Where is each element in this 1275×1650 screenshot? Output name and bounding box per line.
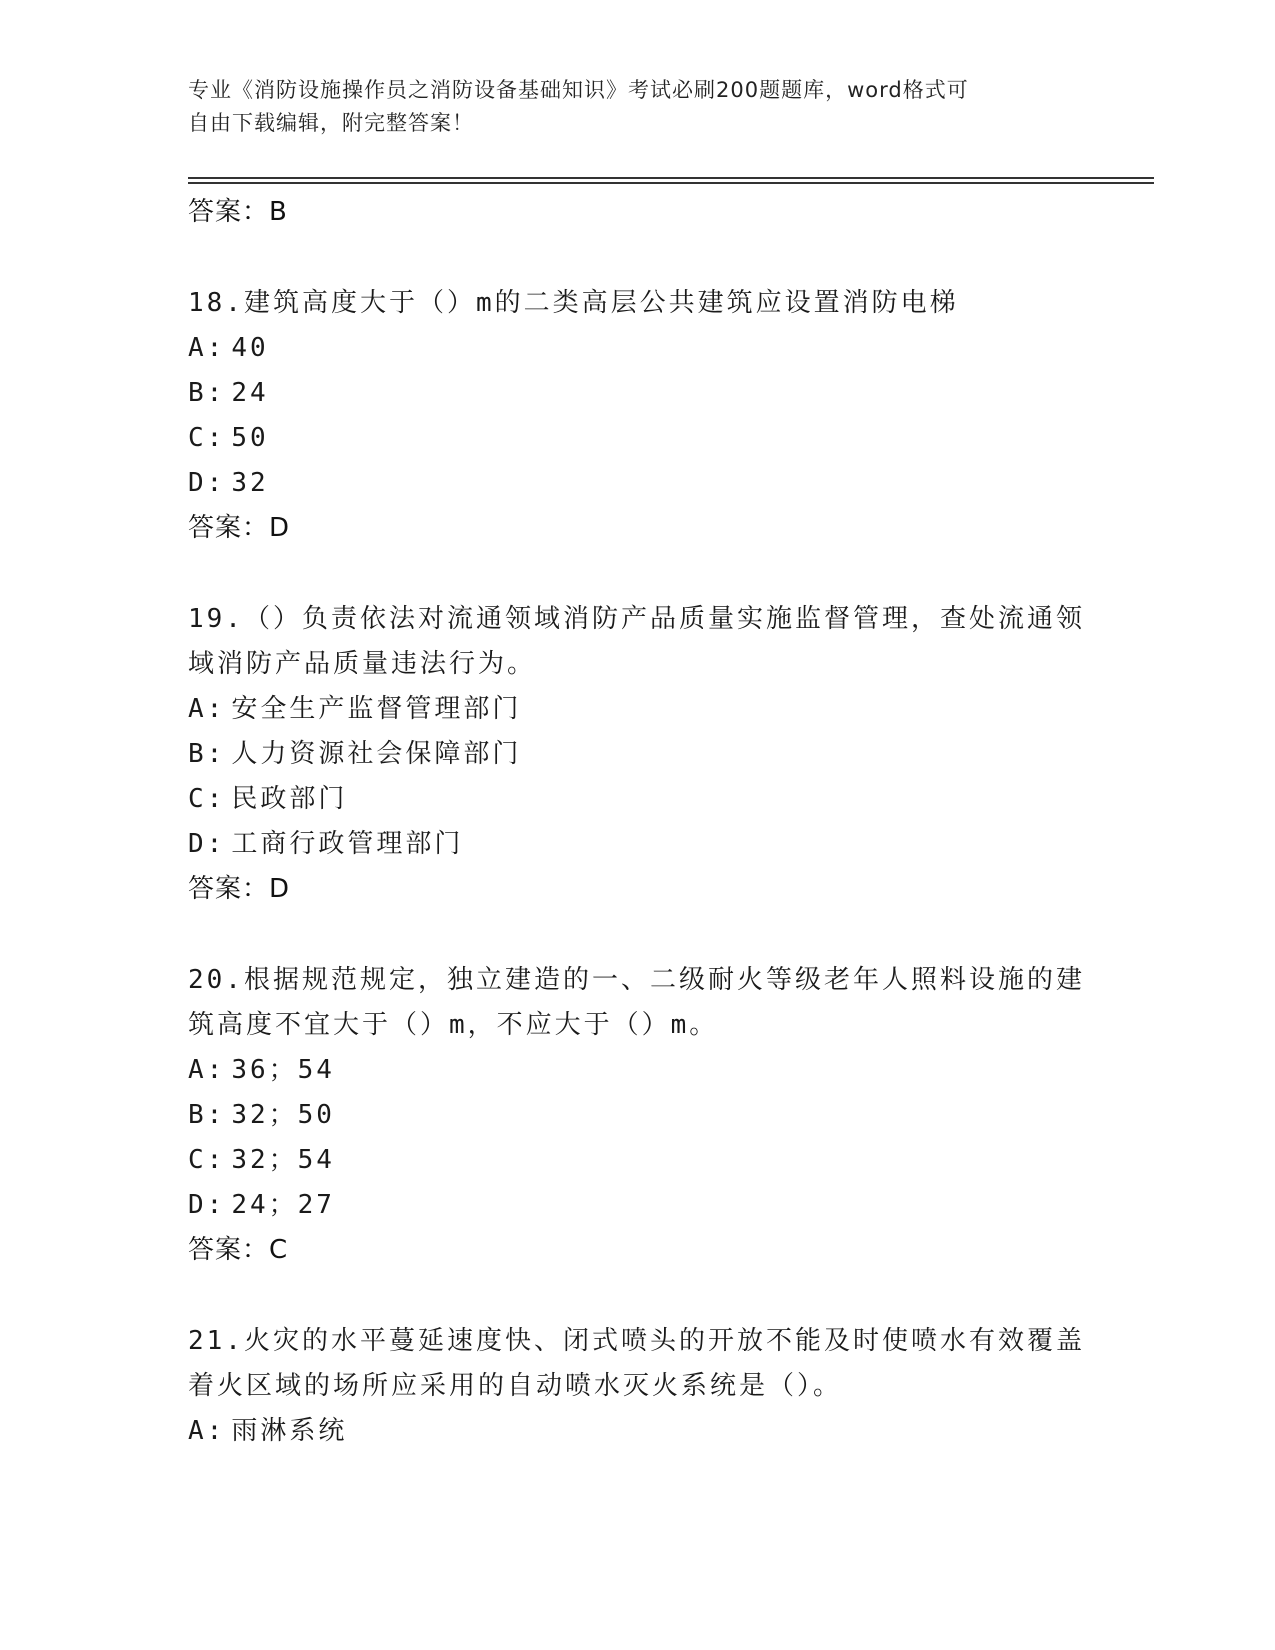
question-text: [188, 281, 1088, 326]
question-text-line: 域消防产品质量违法行为。: [188, 649, 537, 679]
option-c: [188, 777, 1088, 822]
answer-line: 答案：C: [188, 1235, 289, 1265]
option-a: [188, 687, 1088, 732]
header-line: 专业《消防设施操作员之消防设备基础知识》考试必刷200题题库，word格式可: [188, 78, 969, 102]
option-key: A:: [188, 1416, 226, 1446]
question-text: [188, 597, 1088, 687]
option-d: [188, 461, 1088, 506]
option-d: [188, 822, 1088, 867]
option-a: [188, 1048, 1088, 1093]
question-18: [188, 281, 1088, 550]
header-line: 自由下载编辑，附完整答案！: [188, 111, 474, 135]
option-text: 32: [231, 468, 269, 498]
header-divider-bottom: [188, 182, 1154, 184]
option-text: 32；50: [231, 1100, 335, 1130]
question-20: [188, 958, 1088, 1272]
question-text-line: 筑高度不宜大于（）m，不应大于（）m。: [188, 1010, 719, 1040]
document-header: [188, 74, 1068, 140]
option-key: C:: [188, 784, 226, 814]
answer-line: 答案：D: [188, 513, 291, 543]
header-divider-top: [188, 177, 1154, 179]
option-c: [188, 416, 1088, 461]
option-text: 雨淋系统: [231, 1416, 348, 1446]
option-text: 工商行政管理部门: [231, 829, 464, 859]
question-21: [188, 1319, 1088, 1454]
option-key: A:: [188, 333, 226, 363]
question-text-line: 19.（）负责依法对流通领域消防产品质量实施监督管理，查处流通领: [188, 604, 1085, 634]
question-text-line: 着火区域的场所应采用的自动喷水灭火系统是（）。: [188, 1371, 843, 1401]
option-b: [188, 1093, 1088, 1138]
option-key: A:: [188, 1055, 226, 1085]
question-list: [188, 190, 1088, 1454]
question-text: [188, 1319, 1088, 1409]
question-text-line: 20.根据规范规定，独立建造的一、二级耐火等级老年人照料设施的建: [188, 965, 1085, 995]
option-key: A:: [188, 694, 226, 724]
option-key: D:: [188, 468, 226, 498]
option-text: 民政部门: [231, 784, 348, 814]
option-text: 32；54: [231, 1145, 335, 1175]
option-text: 36；54: [231, 1055, 335, 1085]
option-key: C:: [188, 423, 226, 453]
question-19: [188, 597, 1088, 911]
option-key: C:: [188, 1145, 226, 1175]
option-a: [188, 326, 1088, 371]
option-d: [188, 1183, 1088, 1228]
question-text-line: 18.建筑高度大于（）m的二类高层公共建筑应设置消防电梯: [188, 288, 959, 318]
option-text: 人力资源社会保障部门: [231, 739, 522, 769]
question-text: [188, 958, 1088, 1048]
option-key: D:: [188, 1190, 226, 1220]
option-key: B:: [188, 378, 226, 408]
option-text: 24；27: [231, 1190, 335, 1220]
answer-line: 答案：D: [188, 874, 291, 904]
option-text: 24: [231, 378, 269, 408]
option-key: D:: [188, 829, 226, 859]
option-text: 安全生产监督管理部门: [231, 694, 522, 724]
option-text: 40: [231, 333, 269, 363]
option-a: [188, 1409, 1088, 1454]
option-key: B:: [188, 739, 226, 769]
option-text: 50: [231, 423, 269, 453]
option-c: [188, 1138, 1088, 1183]
option-key: B:: [188, 1100, 226, 1130]
option-b: [188, 732, 1088, 777]
answer-line: 答案：B: [188, 197, 288, 227]
option-b: [188, 371, 1088, 416]
question-text-line: 21.火灾的水平蔓延速度快、闭式喷头的开放不能及时使喷水有效覆盖: [188, 1326, 1085, 1356]
